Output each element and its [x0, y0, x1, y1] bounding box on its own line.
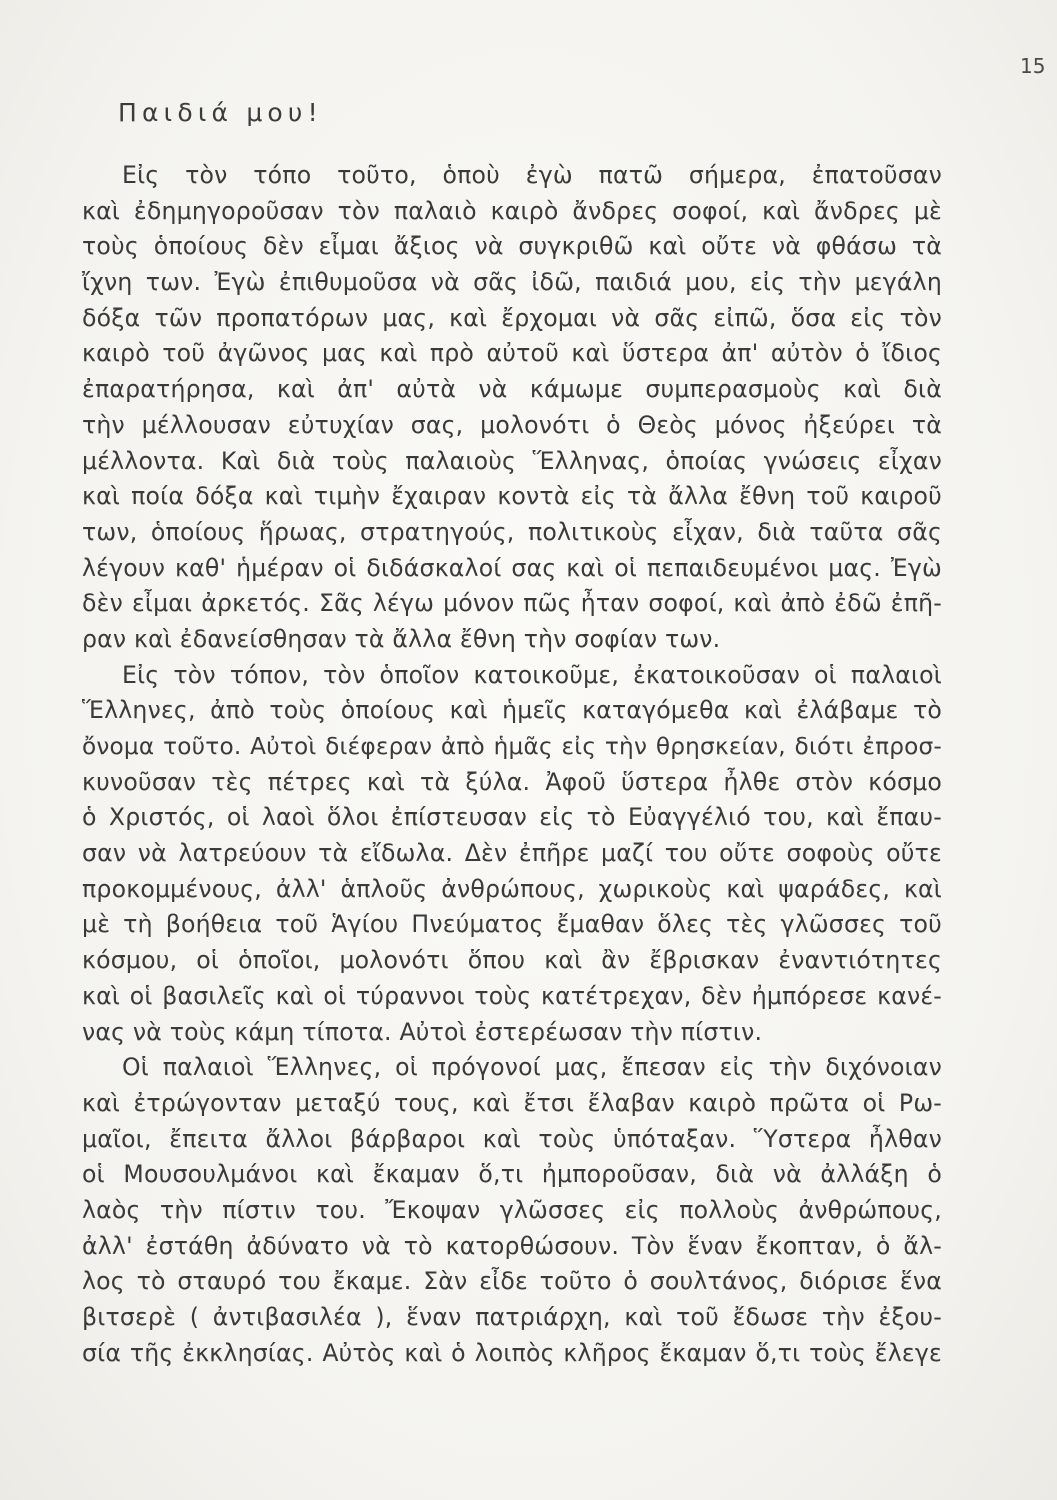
text-line: δὲν εἶμαι ἀρκετός. Σᾶς λέγω μόνον πῶς ἦταν σοφοί, καὶ ἀπὸ ἐδῶ ἐπῆ-: [82, 589, 942, 618]
page-number: 15: [1020, 54, 1046, 78]
text-line: ἴχνη των. Ἐγὼ ἐπιθυμοῦσα νὰ σᾶς ἰδῶ, παιδιά μου, εἰς τὴν μεγάλη: [82, 268, 942, 297]
body-text: [82, 158, 942, 1371]
text-line: καὶ ἐδημηγοροῦσαν τὸν παλαιὸ καιρὸ ἄνδρες σοφοί, καὶ ἄνδρες μὲ: [82, 196, 942, 225]
text-line: νας νὰ τοὺς κάμη τίποτα. Αὐτοὶ ἐστερέωσαν τὴν πίστιν.: [82, 1017, 763, 1046]
text-line: τὴν μέλλουσαν εὐτυχίαν σας, μολονότι ὁ Θεὸς μόνος ἠξεύρει τὰ: [82, 410, 942, 439]
text-line: Οἱ παλαιοὶ Ἕλληνες, οἱ πρόγονοί μας, ἔπεσαν εἰς τὴν διχόνοιαν: [122, 1053, 942, 1082]
text-line: βιτσερὲ ( ἀντιβασιλέα ), ἕναν πατριάρχη, καὶ τοῦ ἔδωσε τὴν ἐξου-: [82, 1303, 942, 1331]
text-line: καὶ οἱ βασιλεῖς καὶ οἱ τύραννοι τοὺς κατέτρεχαν, δὲν ἠμπόρεσε κανέ-: [82, 981, 942, 1010]
page-title: Παιδιά μου!: [118, 98, 323, 127]
text-line: σαν νὰ λατρεύουν τὰ εἴδωλα. Δὲν ἐπῆρε μαζί του οὔτε σοφοὺς οὔτε: [82, 839, 942, 868]
text-line: δόξα τῶν προπατόρων μας, καὶ ἔρχομαι νὰ σᾶς εἰπῶ, ὅσα εἰς τὸν: [82, 303, 942, 332]
text-line: σία τῆς ἐκκλησίας. Αὐτὸς καὶ ὁ λοιπὸς κλῆρος ἔκαμαν ὅ,τι τοὺς ἔλεγε: [82, 1338, 942, 1367]
text-line: Ἕλληνες, ἀπὸ τοὺς ὁποίους καὶ ἡμεῖς καταγόμεθα καὶ ἐλάβαμε τὸ: [82, 696, 942, 725]
text-line: μέλλοντα. Καὶ διὰ τοὺς παλαιοὺς Ἕλληνας, ὁποίας γνώσεις εἶχαν: [82, 446, 942, 475]
text-line: λέγουν καθ' ἡμέραν οἱ διδάσκαλοί σας καὶ οἱ πεπαιδευμένοι μας. Ἐγὼ: [82, 553, 942, 582]
text-line: προκομμένους, ἀλλ' ἁπλοῦς ἀνθρώπους, χωρικοὺς καὶ ψαράδες, καὶ: [82, 874, 942, 903]
text-line: ὄνομα τοῦτο. Αὐτοὶ διέφεραν ἀπὸ ἡμᾶς εἰς τὴν θρησκείαν, διότι ἐπροσ-: [82, 733, 942, 760]
text-line: των, ὁποίους ἥρωας, στρατηγούς, πολιτικοὺς εἶχαν, διὰ ταῦτα σᾶς: [82, 517, 942, 546]
text-line: μαῖοι, ἔπειτα ἄλλοι βάρβαροι καὶ τοὺς ὑπόταξαν. Ὕστερα ἦλθαν: [82, 1124, 942, 1153]
text-line: οἱ Μουσουλμάνοι καὶ ἔκαμαν ὅ,τι ἠμποροῦσαν, διὰ νὰ ἀλλάξη ὁ: [82, 1160, 942, 1189]
text-line: ἐπαρατήρησα, καὶ ἀπ' αὐτὰ νὰ κάμωμε συμπερασμοὺς καὶ διὰ: [82, 375, 942, 404]
text-line: ὁ Χριστός, οἱ λαοὶ ὅλοι ἐπίστευσαν εἰς τὸ Εὐαγγέλιό του, καὶ ἔπαυ-: [82, 803, 942, 832]
text-line: καιρὸ τοῦ ἀγῶνος μας καὶ πρὸ αὐτοῦ καὶ ὕστερα ἀπ' αὐτὸν ὁ ἴδιος: [82, 339, 942, 368]
text-line: ραν καὶ ἐδανείσθησαν τὰ ἄλλα ἔθνη τὴν σοφίαν των.: [82, 624, 721, 653]
text-line: τοὺς ὁποίους δὲν εἶμαι ἄξιος νὰ συγκριθῶ καὶ οὔτε νὰ φθάσω τὰ: [82, 232, 942, 261]
text-line: λαὸς τὴν πίστιν του. Ἔκοψαν γλῶσσες εἰς πολλοὺς ἀνθρώπους,: [82, 1195, 942, 1224]
text-line: Εἰς τὸν τόπο τοῦτο, ὁποὺ ἐγὼ πατῶ σήμερα, ἐπατοῦσαν: [122, 161, 942, 189]
text-line: μὲ τὴ βοήθεια τοῦ Ἁγίου Πνεύματος ἔμαθαν ὅλες τὲς γλῶσσες τοῦ: [82, 910, 942, 939]
text-line: κυνοῦσαν τὲς πέτρες καὶ τὰ ξύλα. Ἀφοῦ ὕστερα ἦλθε στὸν κόσμο: [82, 767, 942, 796]
text-line: κόσμου, οἱ ὁποῖοι, μολονότι ὅπου καὶ ἂν ἔβρισκαν ἐναντιότητες: [82, 946, 942, 975]
text-line: καὶ ἐτρώγονταν μεταξύ τους, καὶ ἔτσι ἔλαβαν καιρὸ πρῶτα οἱ Ρω-: [82, 1088, 942, 1117]
text-line: Εἰς τὸν τόπον, τὸν ὁποῖον κατοικοῦμε, ἐκατοικοῦσαν οἱ παλαιοὶ: [122, 660, 942, 689]
text-line: λος τὸ σταυρό του ἔκαμε. Σὰν εἶδε τοῦτο ὁ σουλτάνος, διόρισε ἕνα: [82, 1267, 942, 1296]
text-line: ἀλλ' ἐστάθη ἀδύνατο νὰ τὸ κατορθώσουν. Τὸν ἕναν ἔκοπταν, ὁ ἄλ-: [82, 1231, 942, 1260]
text-line: καὶ ποία δόξα καὶ τιμὴν ἔχαιραν κοντὰ εἰς τὰ ἄλλα ἔθνη τοῦ καιροῦ: [82, 482, 942, 511]
